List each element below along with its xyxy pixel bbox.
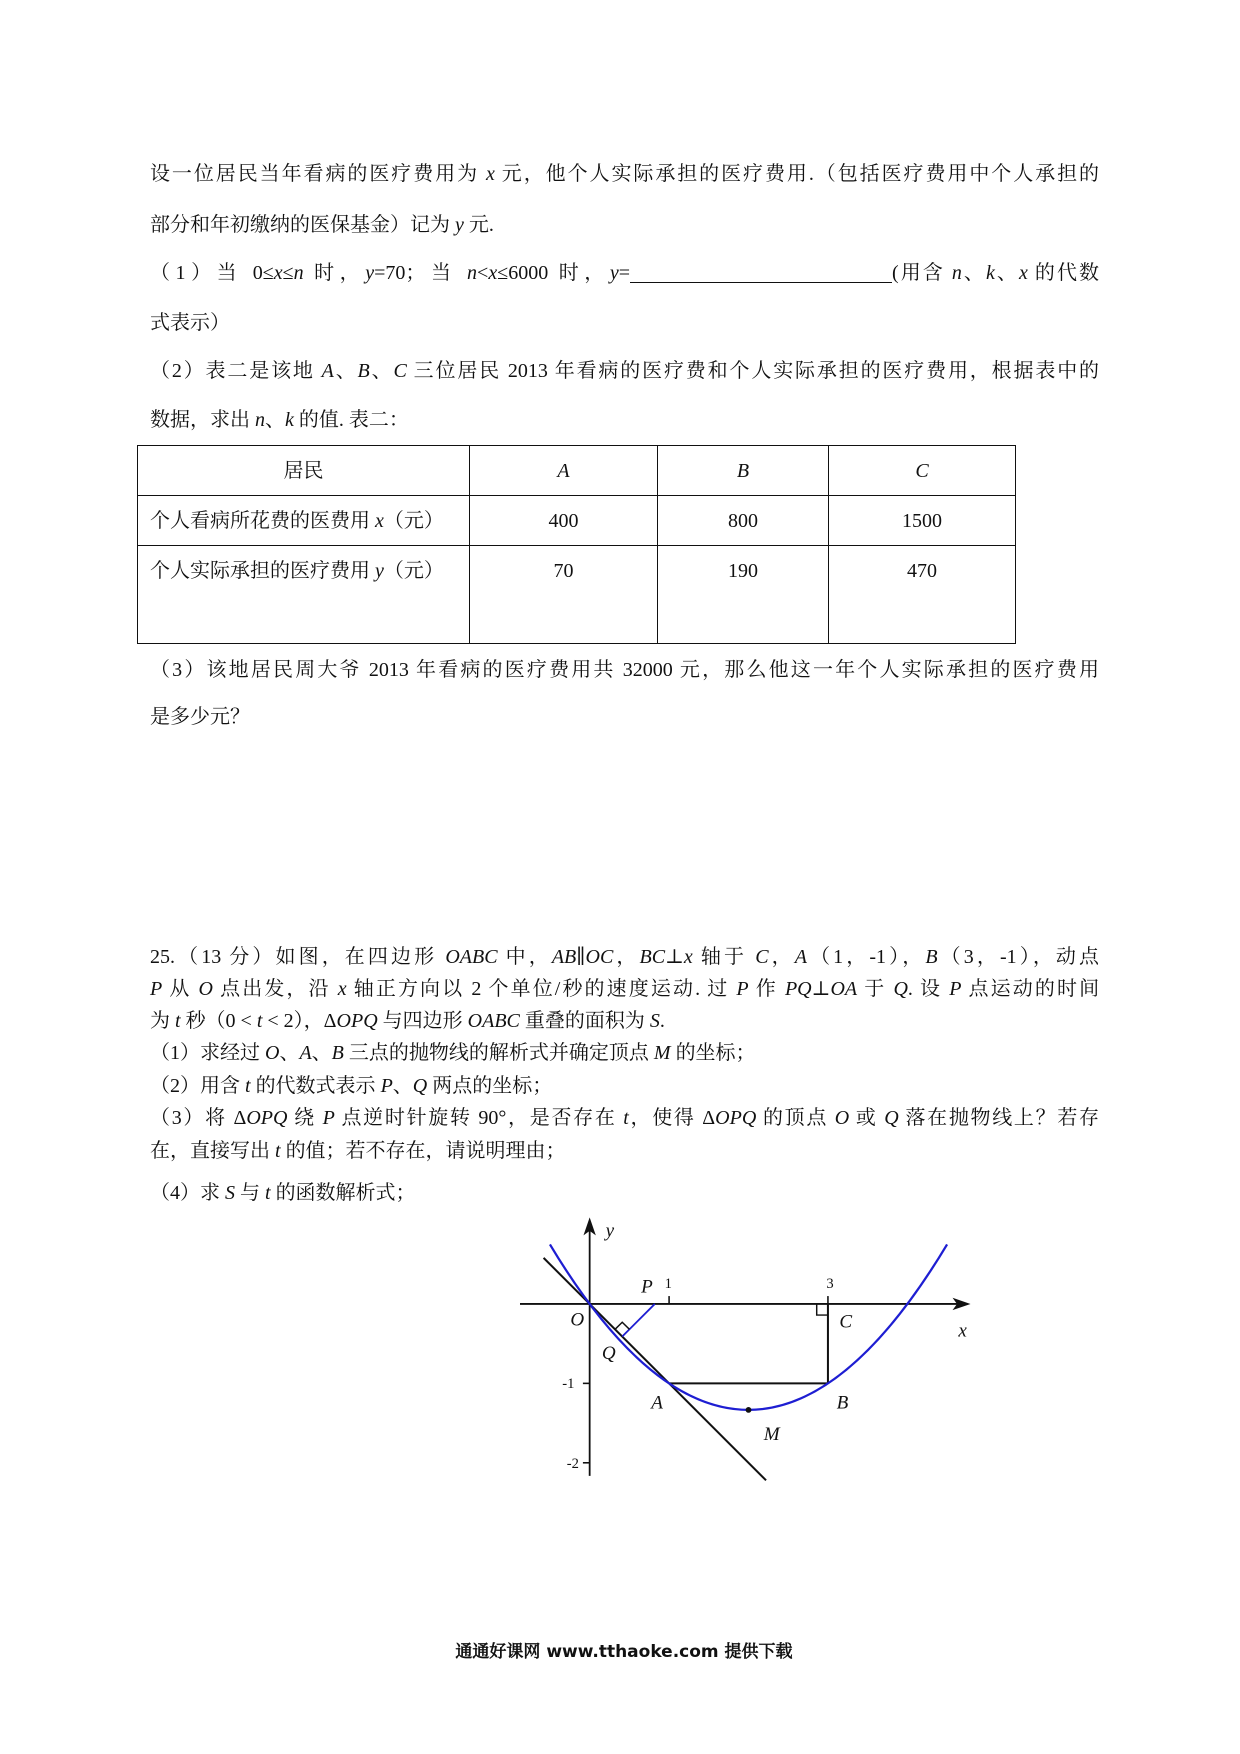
table-cell: 800 bbox=[658, 496, 829, 546]
header-resident: 居民 bbox=[283, 459, 324, 482]
problem-25-subquestion-3: （3）将 ΔOPQ 绕 P 点逆时针旋转 90°，是否存在 t，使得 ΔOPQ 的顶点 O 或 Q 落在抛物线上？若存 bbox=[150, 1107, 1100, 1129]
label-point-q: Q bbox=[601, 1342, 616, 1364]
label-point-c: C bbox=[839, 1311, 853, 1333]
label-tick-y-neg1: -1 bbox=[562, 1376, 575, 1393]
question-1-line bbox=[150, 258, 1099, 288]
right-angle-mark-c bbox=[817, 1304, 828, 1315]
question-1-hint: (用含 n、k、x 的代数 bbox=[892, 262, 1100, 284]
parabola-curve bbox=[550, 1244, 947, 1409]
coordinate-figure bbox=[520, 1215, 975, 1485]
table-cell: 190 bbox=[658, 546, 829, 644]
label-origin-o: O bbox=[570, 1309, 585, 1331]
label-point-p: P bbox=[641, 1276, 653, 1298]
table-cell: 470 bbox=[829, 546, 1016, 644]
problem-25-line: 25.（13 分）如图，在四边形 OABC 中，AB∥OC，BC⊥x 轴于 C，A（1，-1），B（3，-1），动点 bbox=[150, 946, 1100, 968]
table-row bbox=[138, 496, 1016, 546]
problem-25-subquestion-2: （2）用含 t 的代数式表示 P、Q 两点的坐标； bbox=[150, 1075, 553, 1097]
problem-25-subquestion-3-cont: 在，直接写出 t 的值；若不存在，请说明理由； bbox=[150, 1140, 566, 1162]
page-footer: 通通好课网 www.tthaoke.com 提供下载 bbox=[455, 1642, 793, 1662]
question-3-line-1: （3）该地居民周大爷 2013 年看病的医疗费用共 32000 元，那么他这一年个人实际承担的医疗费用 bbox=[150, 659, 1099, 681]
question-2-line-1: （2）表二是该地 A、B、C 三位居民 2013 年看病的医疗费和个人实际承担的医疗费用，根据表中的 bbox=[150, 360, 1100, 382]
intro-line-1: 设一位居民当年看病的医疗费用为 x 元，他个人实际承担的医疗费用.（包括医疗费用中个人承担的 bbox=[150, 163, 1100, 185]
label-tick-x1: 1 bbox=[664, 1276, 672, 1293]
table-header-cell: C bbox=[829, 446, 1016, 496]
table-header-cell bbox=[138, 446, 470, 496]
question-1-text: （1）当 0≤x≤n 时，y=70；当 n<x≤6000 时，y= bbox=[150, 262, 631, 284]
problem-25-subquestion-4: （4）求 S 与 t 的函数解析式； bbox=[150, 1182, 416, 1204]
question-3-line-2: 是多少元？ bbox=[150, 706, 250, 728]
question-2-line-2: 数据，求出 n、k 的值. 表二： bbox=[150, 409, 409, 431]
problem-25-subquestion-1: （1）求经过 O、A、B 三点的抛物线的解析式并确定顶点 M 的坐标； bbox=[150, 1042, 756, 1064]
label-tick-x3: 3 bbox=[826, 1276, 834, 1293]
label-point-m: M bbox=[763, 1423, 780, 1445]
table-row bbox=[138, 546, 1016, 644]
right-angle-mark-q bbox=[615, 1322, 629, 1329]
vertex-m-dot bbox=[746, 1407, 752, 1413]
label-x-axis: x bbox=[958, 1320, 967, 1342]
problem-25-line: 为 t 秒（0 < t < 2），ΔOPQ 与四边形 OABC 重叠的面积为 S. bbox=[150, 1010, 665, 1032]
table-cell: 400 bbox=[470, 496, 658, 546]
table-cell: 1500 bbox=[829, 496, 1016, 546]
intro-line-2: 部分和年初缴纳的医保基金）记为 y 元. bbox=[150, 214, 494, 236]
row-label: 个人看病所花费的医费用 x（元） bbox=[138, 496, 470, 546]
label-point-b: B bbox=[836, 1392, 849, 1414]
table-header-cell: A bbox=[470, 446, 658, 496]
line-oa bbox=[544, 1258, 766, 1480]
segment-pq bbox=[622, 1304, 655, 1337]
row-label: 个人实际承担的医疗费用 y（元） bbox=[138, 546, 470, 644]
table-header-row bbox=[138, 446, 1016, 496]
label-tick-y-neg2: -2 bbox=[566, 1455, 579, 1472]
table-cell: 70 bbox=[470, 546, 658, 644]
table-header-cell: B bbox=[658, 446, 829, 496]
answer-blank bbox=[630, 282, 892, 283]
data-table bbox=[137, 445, 1015, 644]
problem-25-line: P 从 O 点出发，沿 x 轴正方向以 2 个单位/秒的速度运动. 过 P 作 PQ⊥OA 于 Q. 设 P 点运动的时间 bbox=[150, 978, 1100, 1000]
label-y-axis: y bbox=[605, 1220, 615, 1242]
label-point-a: A bbox=[651, 1392, 663, 1414]
question-1-line-2: 式表示） bbox=[150, 312, 230, 334]
